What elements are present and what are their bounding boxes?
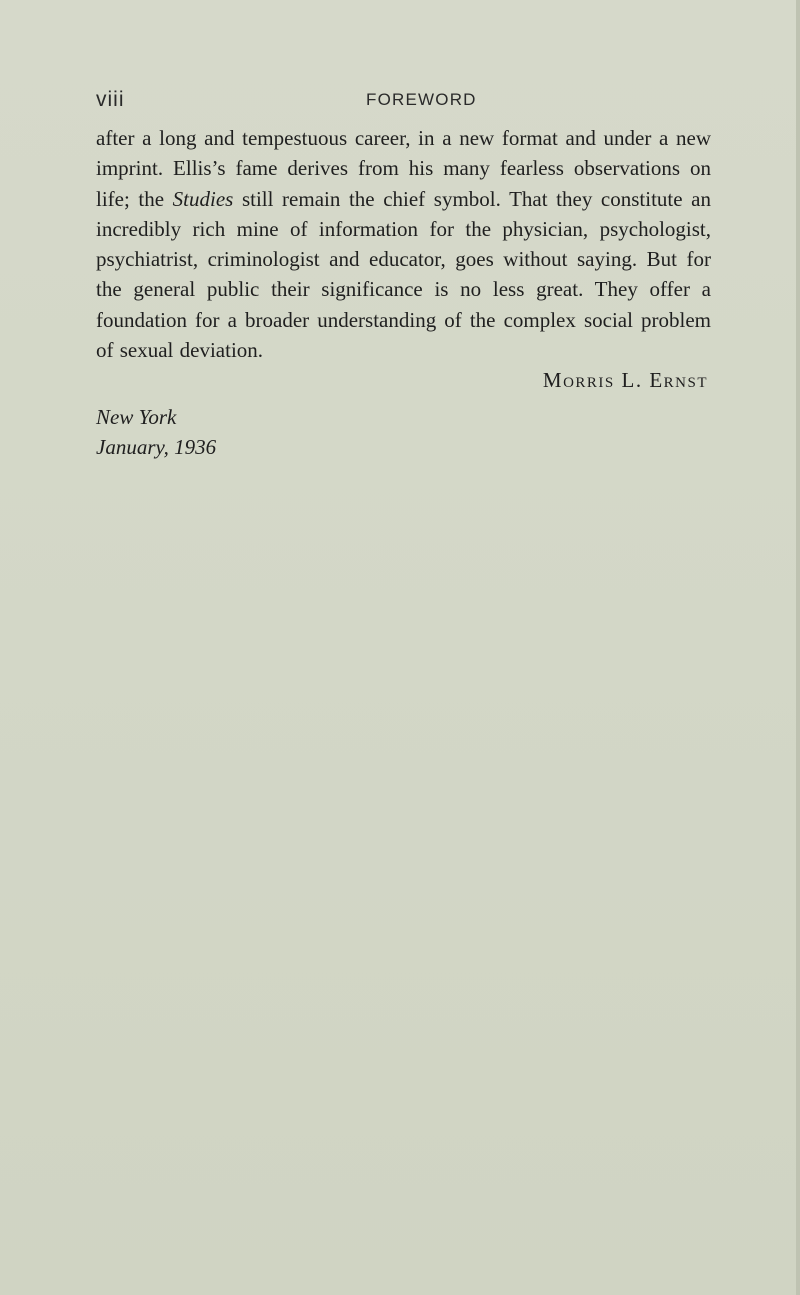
foreword-paragraph <box>96 123 711 365</box>
book-title-italic: Studies <box>172 186 234 211</box>
place: New York <box>96 405 177 429</box>
paragraph-text-start: after a long and tempestuous career, in a new format and under a new imprint. Ellis’s fame derives from his many fearless observations on life; the <box>96 126 711 211</box>
page-header <box>96 88 716 114</box>
date: January, 1936 <box>96 435 217 459</box>
paragraph-text-end: still remain the chief symbol. That they constitute an incredibly rich mine of information for the physician, psychologist, psychiatrist, criminologist and educator, goes without saying. But for the general public their significance is no less great. They offer a foundation for a broader understanding of the complex social problem of sexual deviation. <box>96 186 711 363</box>
author-signature: Morris L. Ernst <box>542 368 708 392</box>
page-edge-shadow <box>796 0 800 1295</box>
page-number: viii <box>96 88 125 111</box>
running-head: FOREWORD <box>366 90 477 109</box>
place-and-date <box>96 402 216 462</box>
